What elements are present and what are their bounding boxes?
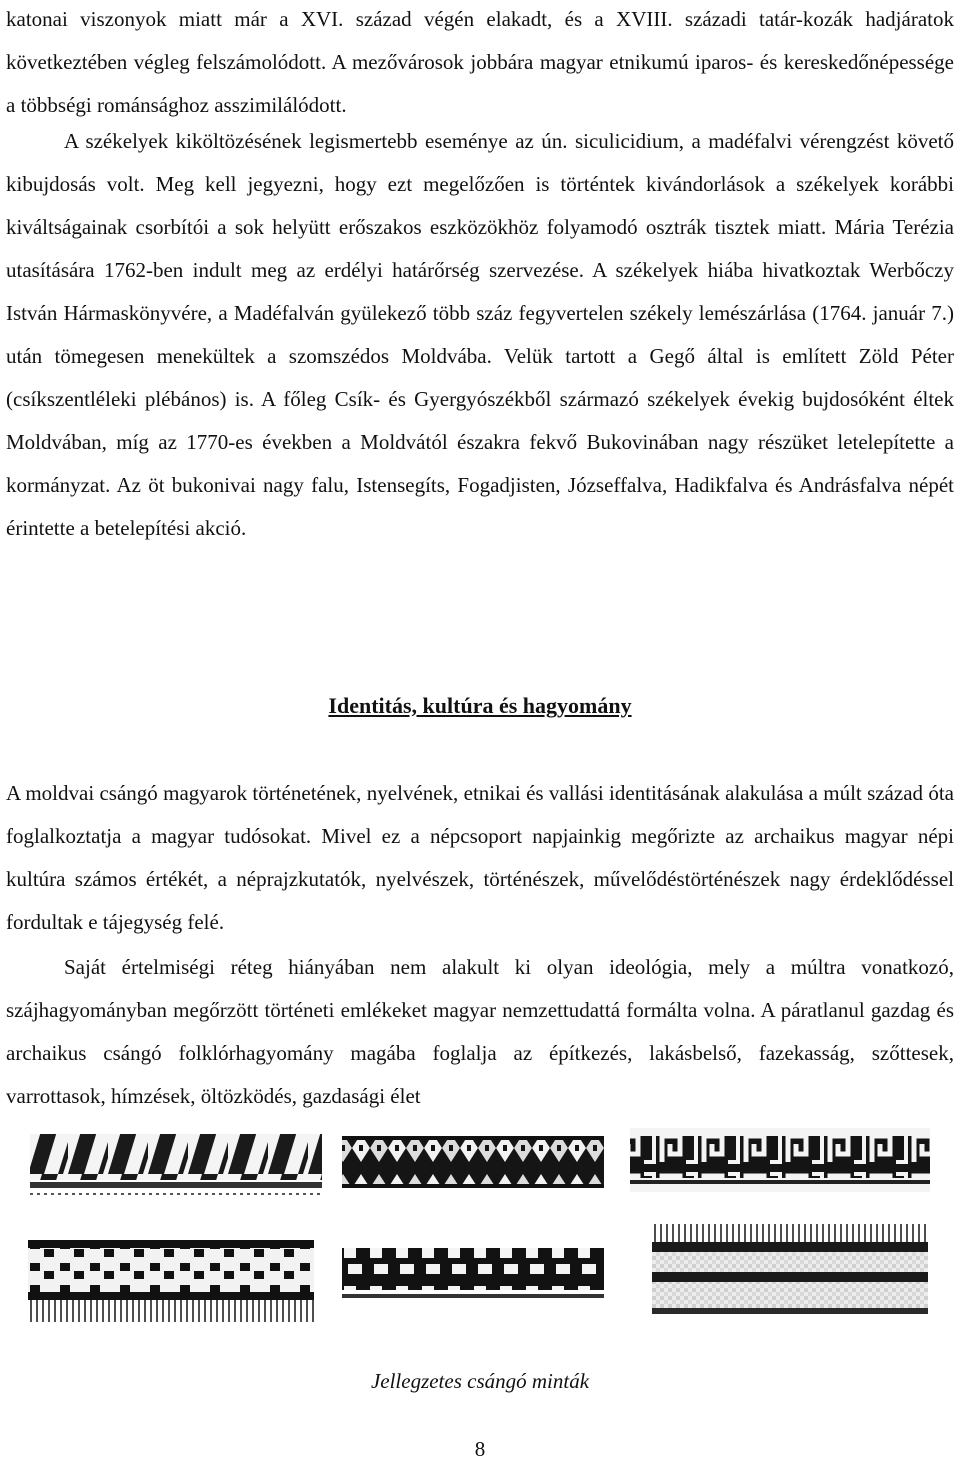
paragraph-siculicidium-text: A székelyek kiköltözésének legismertebb eseménye az ún. siculicidium, a madéfalvi vérengzést követő kibujdosás volt. Meg kell jegyezni, hogy ezt megelőzően is történtek kivándorlások a székelyek korábbi kiváltságainak csorbítói a sok helyütt erőszakos eszközökhöz folyamodó osztrák tisztek miatt. Mária Terézia utasítására 1762-ben indult meg az erdélyi határőrség szervezése. A székelyek hiába hivatkoztak Werbőczy István Hármaskönyvére, a Madéfalván gyülekező több száz fegyvertelen székely lemészárlása (1764. január 7.) után tömegesen menekültek a szomszédos Moldvába. Velük tartott a Gegő által is említett Zöld Péter (csíkszentléleki plébános) is. A főleg Csík- és Gyergyószékből származó székelyek évekig bujdosóként éltek Moldvában, míg az 1770-es években a Moldvától északra fekvő Bukovinában nagy részüket letelepítette a kormányzat. Az öt bukonivai nagy falu, Istensegíts, Fogadjisten, Józseffalva, Hadikfalva és Andrásfalva népét érintette a betelepítési akció. <box>6 129 954 540</box>
pattern-block-band <box>342 1248 604 1306</box>
pattern-diagonal-band <box>30 1134 322 1194</box>
paragraph-folklore-text: Saját értelmiségi réteg hiányában nem alakult ki olyan ideológia, mely a múltra vonatkozó, szájhagyományban megőrzött történeti emlékeket magyar nemzettudattá formálta volna. A páratlanul gazdag és archaikus csángó folklórhagyomány magába foglalja az építkezés, lakásbelső, fazekasság, szőttesek, varrottasok, hímzések, öltözködés, gazdasági élet <box>6 955 954 1108</box>
pattern-woven-band <box>652 1224 928 1314</box>
paragraph-siculicidium <box>6 120 954 550</box>
pattern-hook-band <box>630 1128 930 1192</box>
figure-caption: Jellegzetes csángó minták <box>370 1369 590 1393</box>
section-heading: Identitás, kultúra és hagyomány <box>328 693 632 718</box>
paragraph-history-end: katonai viszonyok miatt már a XVI. század végén elakadt, és a XVIII. századi tatár-kozák hadjáratok következtében végleg felszámolódott. A mezővárosok jobbára magyar etnikumú iparos- és kereskedőnépessége a többségi románsághoz asszimilálódott. <box>6 7 954 117</box>
embroidery-patterns-figure <box>28 1128 932 1358</box>
page-number: 8 <box>474 1437 486 1461</box>
paragraph-folklore <box>6 946 954 1118</box>
pattern-diamond-band <box>342 1136 604 1188</box>
paragraph-identity: A moldvai csángó magyarok történetének, nyelvének, etnikai és vallási identitásának alakulása a múlt század óta foglalkoztatja a magyar tudósokat. Mivel ez a népcsoport napjainkig megőrizte az archaikus magyar népi kultúra számos értékét, a néprajzkutatók, nyelvészek, történészek, művelődéstörténészek nagy érdeklődéssel fordultak e tájegység felé. <box>6 781 954 934</box>
pattern-chain-band <box>28 1240 314 1322</box>
